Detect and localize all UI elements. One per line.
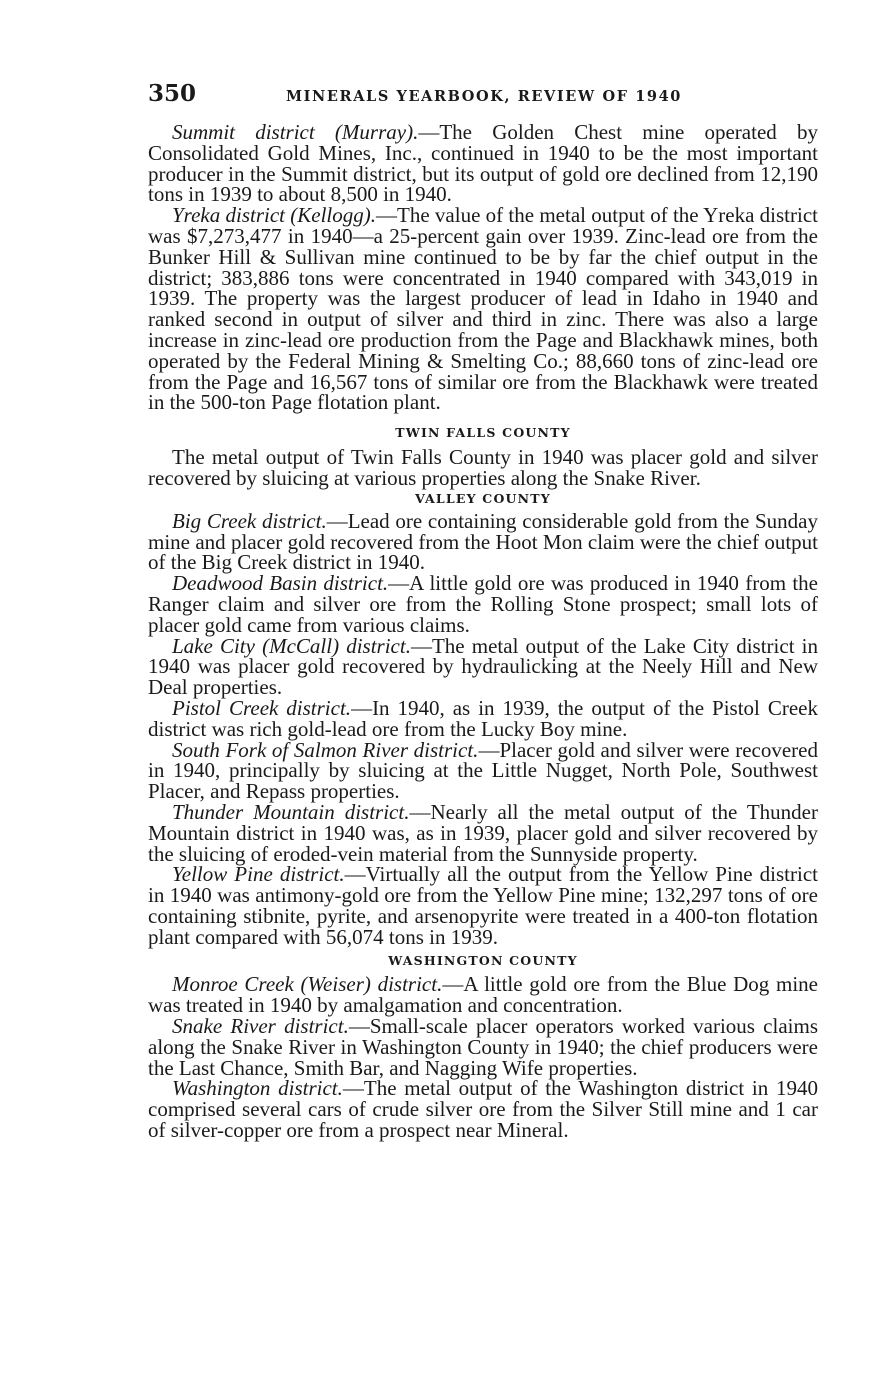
document-page [148,80,818,1141]
paragraph-text: —Placer gold and silver were recovered in 1940, principally by sluicing at the Little Nugget, North Pole, Southwest Placer, and Repass properties. [148,737,818,804]
paragraph-lead: Snake River district. [172,1014,349,1039]
section-heading-twin-falls: TWIN FALLS COUNTY [395,425,571,441]
paragraph-lead: Yellow Pine district. [172,862,345,887]
paragraph-lead: Deadwood Basin district. [172,571,389,596]
paragraph-text: —Lead ore containing considerable gold from the Sunday mine and placer gold recovered from the Hoot Mon claim were the chief output of the Big Creek district in 1940. [148,508,819,575]
paragraph-lake-city-district [148,633,818,700]
paragraph-big-creek-district [148,508,819,575]
section-heading-valley: VALLEY COUNTY [415,490,551,506]
paragraph-twin-falls: The metal output of Twin Falls County in 1940 was placer gold and silver recovered by sluicing at various properties along the Snake River. [148,445,818,490]
section-heading-washington: WASHINGTON COUNTY [388,953,578,969]
running-header [148,80,818,114]
page-number: 350 [148,80,197,107]
paragraph-washington-district [148,1076,818,1143]
paragraph-lead: Monroe Creek (Weiser) district. [172,972,443,997]
paragraph-deadwood-basin-district [148,573,818,635]
paragraph-pistol-creek-district [148,695,819,741]
paragraph-text: —In 1940, as in 1939, the output of the Pistol Creek district was rich gold-lead ore from the Lucky Boy mine. [148,695,819,741]
paragraph-text: —A little gold ore was produced in 1940 from the Ranger claim and silver ore from the Rolling Stone prospect; small lots of placer gold came from various claims. [148,571,818,637]
paragraph-lead: Big Creek district. [172,508,327,533]
paragraph-yreka-district [148,205,818,413]
paragraph-text: —The value of the metal output of the Yreka district was $7,273,477 in 1940—a 25-percent gain over 1939. Zinc-lead ore from the Bunker Hill & Sullivan mine continued to be by far the chief output in the district; 383,886 tons were concentrated in 1940 compared with 343,019 in 1939. The property was the largest producer of lead in Idaho in 1940 and ranked second in output of silver and third in zinc. There was also a large increase in zinc-lead ore production from the Page and Blackhawk mines, both operated by the Federal Mining & Smelting Co.; 88,660 tons of zinc-lead ore from the Page and 16,567 tons of similar ore from the Blackhawk were treated in the 500-ton Page flotation plant. [148,203,818,415]
paragraph-summit-district [148,122,818,205]
paragraph-text: —The metal output of the Washington district in 1940 comprised several cars of crude silver ore from the Silver Still mine and 1 car of silver-copper ore from a prospect near Mineral. [148,1076,818,1143]
paragraph-text: —A little gold ore from the Blue Dog mine was treated in 1940 by amalgamation and concentration. [148,972,818,1018]
paragraph-lead: South Fork of Salmon River district. [172,737,479,762]
paragraph-text: —Small-scale placer operators worked various claims along the Snake River in Washington County in 1940; the chief producers were the Last Chance, Smith Bar, and Nagging Wife properties. [148,1014,819,1080]
paragraph-south-fork-district [148,737,818,804]
paragraph-lead: Thunder Mountain district. [172,799,410,824]
paragraph-text: —The Golden Chest mine operated by Consolidated Gold Mines, Inc., continued in 1940 to be the most important producer in the Summit district, but its output of gold ore declined from 12,190 tons in 1939 to about 8,500 in 1940. [148,120,818,207]
paragraph-lead: Washington district. [172,1076,343,1101]
paragraph-snake-river-district [148,1016,818,1078]
paragraph-yellow-pine-district [148,864,818,947]
running-title: MINERALS YEARBOOK, REVIEW OF 1940 [286,88,682,105]
paragraph-text: —The metal output of the Lake City district in 1940 was placer gold recovered by hydraulicking at the Neely Hill and New Deal properties. [148,633,818,700]
paragraph-lead: Pistol Creek district. [172,695,352,720]
paragraph-thunder-mountain-district [148,799,818,866]
paragraph-lead: Lake City (McCall) district. [172,633,411,658]
paragraph-text: —Virtually all the output from the Yellow Pine district in 1940 was antimony-gold ore from the Yellow Pine mine; 132,297 tons of ore containing stibnite, pyrite, and arsenopyrite were treated in a 400-ton flotation plant compared with 56,074 tons in 1939. [148,862,819,949]
paragraph-lead: Summit district (Murray). [172,120,419,144]
paragraph-lead: Yreka district (Kellogg). [172,203,376,228]
paragraph-text: —Nearly all the metal output of the Thunder Mountain district in 1940 was, as in 1939, placer gold and silver recovered by the sluicing of eroded-vein material from the Sunnyside property. [148,799,818,866]
paragraph-monroe-creek-district [148,974,818,1016]
